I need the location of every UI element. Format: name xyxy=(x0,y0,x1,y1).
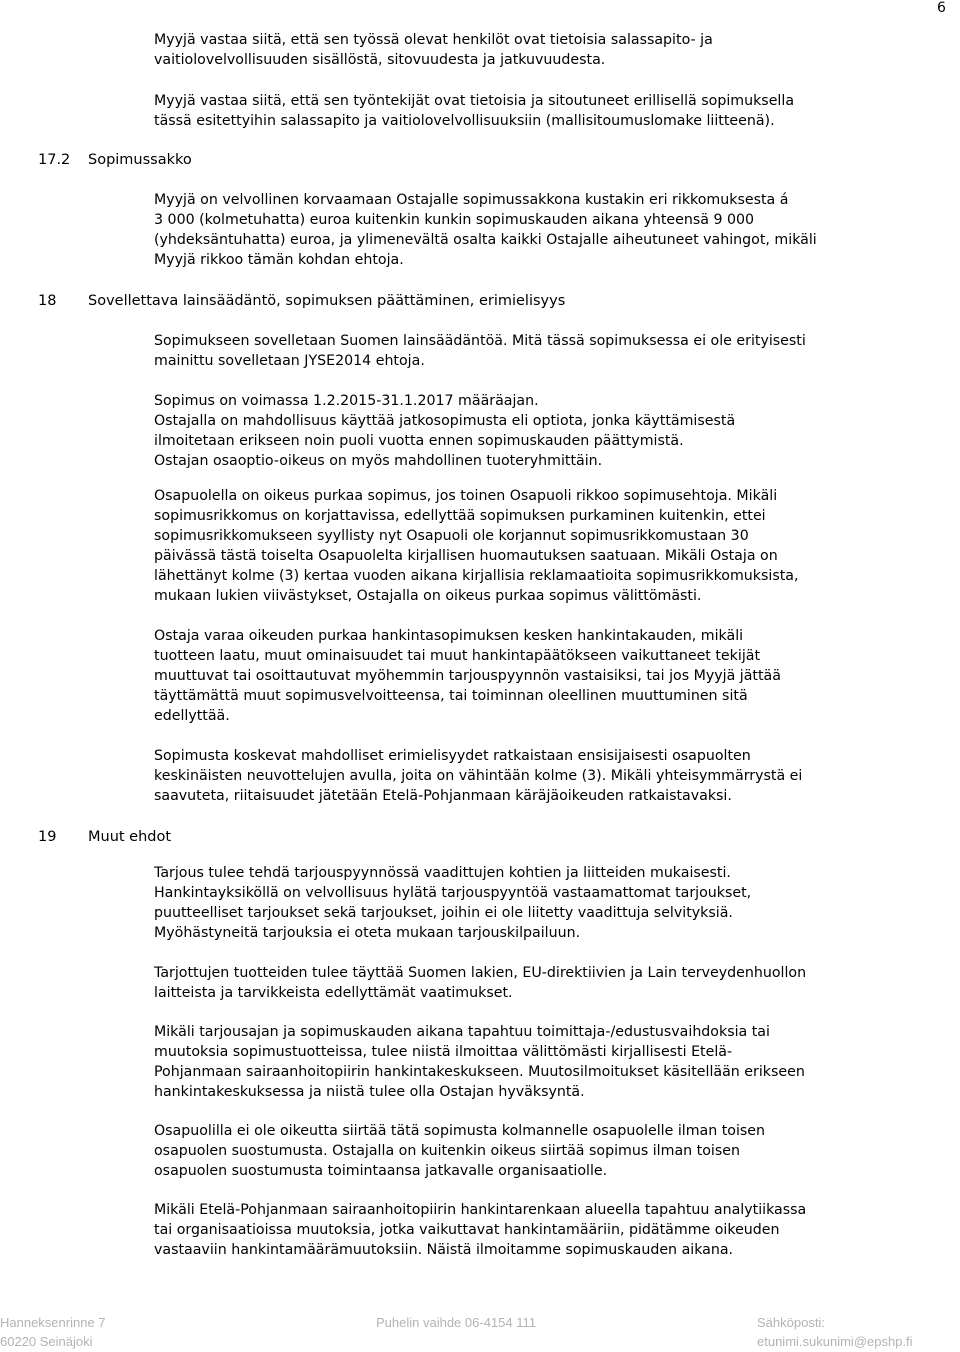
paragraph-termination xyxy=(154,486,954,606)
paragraph-supplier-changes xyxy=(154,1022,954,1102)
text-line: laitteista ja tarvikkeista edellyttämät vaatimukset. xyxy=(154,985,513,1001)
text-line: Ostajalla on mahdollisuus käyttää jatkosopimusta eli optiota, jonka käyttämisestä xyxy=(154,413,736,429)
text-line: hankintakeskuksessa ja niistä tulee olla Ostajan hyväksyntä. xyxy=(154,1084,585,1100)
text-line: Myöhästyneitä tarjouksia ei oteta mukaan tarjouskilpailuun. xyxy=(154,925,581,941)
paragraph-assignment xyxy=(154,1121,954,1181)
text-line: puutteelliset tarjoukset sekä tarjoukset, joihin ei ole liitetty vaadittuja selvityksiä. xyxy=(154,905,733,921)
section-number: 18 xyxy=(38,293,57,309)
text-line: Ostaja varaa oikeuden purkaa hankintasopimuksen kesken hankintakauden, mikäli xyxy=(154,628,744,644)
section-heading-17-2 xyxy=(38,150,192,170)
section-heading-18 xyxy=(38,291,565,311)
footer-email-link[interactable]: etunimi.sukunimi@epshp.fi xyxy=(757,1334,913,1349)
paragraph-disputes xyxy=(154,746,954,806)
footer-email-label: Sähköposti: xyxy=(757,1315,825,1330)
text-line: vaitiolovelvollisuuden sisällöstä, sitovuudesta ja jatkuvuudesta. xyxy=(154,52,606,68)
text-line: Osapuolilla ei ole oikeutta siirtää tätä sopimusta kolmannelle osapuolelle ilman toisen xyxy=(154,1123,766,1139)
text-line: tässä esitettyihin salassapito ja vaitiolovelvollisuuksiin (mallisitoumuslomake liitteenä). xyxy=(154,113,775,129)
footer-street: Hanneksenrinne 7 xyxy=(0,1315,106,1330)
text-line: sopimusrikkomukseen syyllisty nyt Osapuoli ole korjannut sopimusrikkomustaan 30 xyxy=(154,528,749,544)
paragraph-tender-requirements xyxy=(154,863,954,943)
text-line: täyttämättä muut sopimusvelvoitteensa, tai toiminnan oleellinen muuttuminen sitä xyxy=(154,688,748,704)
section-title: Sopimussakko xyxy=(88,152,192,168)
text-line: Myyjä on velvollinen korvaamaan Ostajalle sopimussakkona kustakin eri rikkomuksesta á xyxy=(154,192,789,208)
text-line: Mikäli Etelä-Pohjanmaan sairaanhoitopiirin hankintarenkaan alueella tapahtuu analytiikassa xyxy=(154,1202,807,1218)
paragraph-confidentiality-persons xyxy=(154,30,954,70)
text-line: tuotteen laatu, muut ominaisuudet tai muut hankintapäätökseen vaikuttaneet tekijät xyxy=(154,648,761,664)
paragraph-applicable-law xyxy=(154,331,954,371)
text-line: Osapuolella on oikeus purkaa sopimus, jos toinen Osapuoli rikkoo sopimusehtoja. Mikäli xyxy=(154,488,778,504)
page-footer xyxy=(0,1313,960,1352)
text-line: tai organisaatioissa muutoksia, jotka vaikuttavat hankintamääriin, pidätämme oikeuden xyxy=(154,1222,780,1238)
text-line: Myyjä vastaa siitä, että sen työntekijät ovat tietoisia ja sitoutuneet erillisellä sopimuksella xyxy=(154,93,795,109)
text-line: ilmoitetaan erikseen noin puoli vuotta ennen sopimuskauden päättymistä. xyxy=(154,433,684,449)
text-line: Sopimus on voimassa 1.2.2015-31.1.2017 määräajan. xyxy=(154,393,539,409)
section-heading-19 xyxy=(38,827,171,847)
text-line: (yhdeksäntuhatta) euroa, ja ylimenevältä osalta kaikki Ostajalle aiheutuneet vahingot, mikäli xyxy=(154,232,817,248)
paragraph-contract-period xyxy=(154,391,954,471)
footer-address xyxy=(0,1313,106,1351)
paragraph-confidentiality-employees xyxy=(154,91,954,131)
text-line: muuttuvat tai osoittautuvat myöhemmin tarjouspyynnön vastaisiksi, tai jos Myyjä jättää xyxy=(154,668,781,684)
text-line: päivässä tästä toiselta Osapuolelta kirjallisen huomautuksen saatuaan. Mikäli Ostaja on xyxy=(154,548,778,564)
text-line: 3 000 (kolmetuhatta) euroa kuitenkin kunkin sopimuskauden aikana yhteensä 9 000 xyxy=(154,212,755,228)
paragraph-buyer-right-to-terminate xyxy=(154,626,954,726)
text-line: sopimusrikkomus on korjattavissa, edellyttää sopimuksen purkaminen kuitenkin, ettei xyxy=(154,508,766,524)
section-title: Muut ehdot xyxy=(88,829,172,845)
section-number: 19 xyxy=(38,829,57,845)
page-number: 6 xyxy=(937,0,946,16)
text-line: Tarjous tulee tehdä tarjouspyynnössä vaadittujen kohtien ja liitteiden mukaisesti. xyxy=(154,865,731,881)
text-line: mukaan lukien viivästykset, Ostajalla on oikeus purkaa sopimus välittömästi. xyxy=(154,588,702,604)
text-line: edellyttää. xyxy=(154,708,230,724)
section-title: Sovellettava lainsäädäntö, sopimuksen päättäminen, erimielisyys xyxy=(88,293,566,309)
footer-postal: 60220 Seinäjoki xyxy=(0,1334,93,1349)
text-line: Mikäli tarjousajan ja sopimuskauden aikana tapahtuu toimittaja-/edustusvaihdoksia tai xyxy=(154,1024,770,1040)
text-line: Myyjä rikkoo tämän kohdan ehtoja. xyxy=(154,252,404,268)
text-line: saavuteta, riitaisuudet jätetään Etelä-Pohjanmaan käräjäoikeuden ratkaistavaksi. xyxy=(154,788,732,804)
text-line: Myyjä vastaa siitä, että sen työssä olevat henkilöt ovat tietoisia salassapito- ja xyxy=(154,32,713,48)
paragraph-contractual-penalty xyxy=(154,190,954,270)
section-number: 17.2 xyxy=(38,152,71,168)
paragraph-organisational-changes xyxy=(154,1200,954,1260)
paragraph-product-compliance xyxy=(154,963,954,1003)
text-line: osapuolen suostumusta toimintaansa jatkavalle organisaatiolle. xyxy=(154,1163,608,1179)
text-line: vastaaviin hankintamäärämuutoksiin. Näistä ilmoitamme sopimuskauden aikana. xyxy=(154,1242,734,1258)
footer-phone: Puhelin vaihde 06-4154 111 xyxy=(376,1315,536,1330)
footer-email-block xyxy=(757,1313,913,1351)
text-line: Pohjanmaan sairaanhoitopiirin hankintakeskukseen. Muutosilmoitukset käsitellään erikseen xyxy=(154,1064,805,1080)
text-line: lähettänyt kolme (3) kertaa vuoden aikana kirjallisia reklamaatioita sopimusrikkomuksista, xyxy=(154,568,799,584)
text-line: Ostajan osaoptio-oikeus on myös mahdollinen tuoteryhmittäin. xyxy=(154,453,603,469)
text-line: Sopimukseen sovelletaan Suomen lainsäädäntöä. Mitä tässä sopimuksessa ei ole erityisesti xyxy=(154,333,806,349)
text-line: Tarjottujen tuotteiden tulee täyttää Suomen lakien, EU-direktiivien ja Lain terveydenhuollon xyxy=(154,965,807,981)
text-line: osapuolen suostumusta. Ostajalla on kuitenkin oikeus siirtää sopimus ilman toisen xyxy=(154,1143,740,1159)
text-line: mainittu sovelletaan JYSE2014 ehtoja. xyxy=(154,353,425,369)
text-line: keskinäisten neuvottelujen avulla, joita on vähintään kolme (3). Mikäli yhteisymmärrystä ei xyxy=(154,768,803,784)
text-line: muutoksia sopimustuotteissa, tulee niistä ilmoittaa välittömästi kirjallisesti Etelä- xyxy=(154,1044,733,1060)
text-line: Hankintayksiköllä on velvollisuus hylätä tarjouspyyntöä vastaamattomat tarjoukset, xyxy=(154,885,752,901)
text-line: Sopimusta koskevat mahdolliset erimielisyydet ratkaistaan ensisijaisesti osapuolten xyxy=(154,748,751,764)
